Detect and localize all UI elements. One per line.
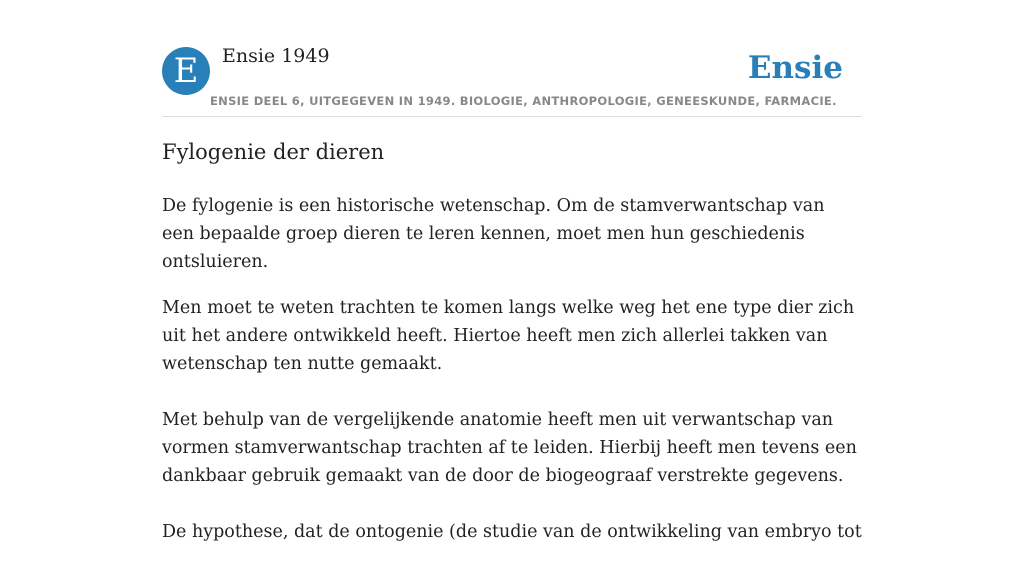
paragraph: De hypothese, dat de ontogenie (de studie van de ontwikkeling van embryo tot	[162, 522, 862, 542]
page	[162, 0, 862, 542]
article-title: Fylogenie der dieren	[162, 140, 385, 164]
spacer	[162, 490, 862, 518]
header	[162, 0, 862, 117]
paragraph: Met behulp van de vergelijkende anatomie heeft men uit verwantschap van vormen stamverwantschap trachten af te leiden. Hierbij heeft men tevens een dankbaar gebruik gemaakt van de door de biogeograaf verstrekte gegevens.	[162, 410, 857, 486]
source-description: ENSIE DEEL 6, UITGEGEVEN IN 1949. BIOLOGIE, ANTHROPOLOGIE, GENEESKUNDE, FARMACIE.	[210, 94, 837, 108]
article-body	[162, 192, 862, 564]
ensie-logo[interactable]: E	[162, 47, 210, 95]
spacer	[162, 378, 862, 406]
source-title-link[interactable]: Ensie 1949	[222, 45, 330, 67]
brand-link[interactable]: Ensie	[747, 50, 843, 86]
paragraph: De fylogenie is een historische wetenschap. Om de stamverwantschap van een bepaalde groep dieren te leren kennen, moet men hun geschiedenis ontsluieren.	[162, 196, 825, 272]
paragraph: Men moet te weten trachten te komen langs welke weg het ene type dier zich uit het andere ontwikkeld heeft. Hiertoe heeft men zich allerlei takken van wetenschap ten nutte gemaakt.	[162, 298, 855, 374]
